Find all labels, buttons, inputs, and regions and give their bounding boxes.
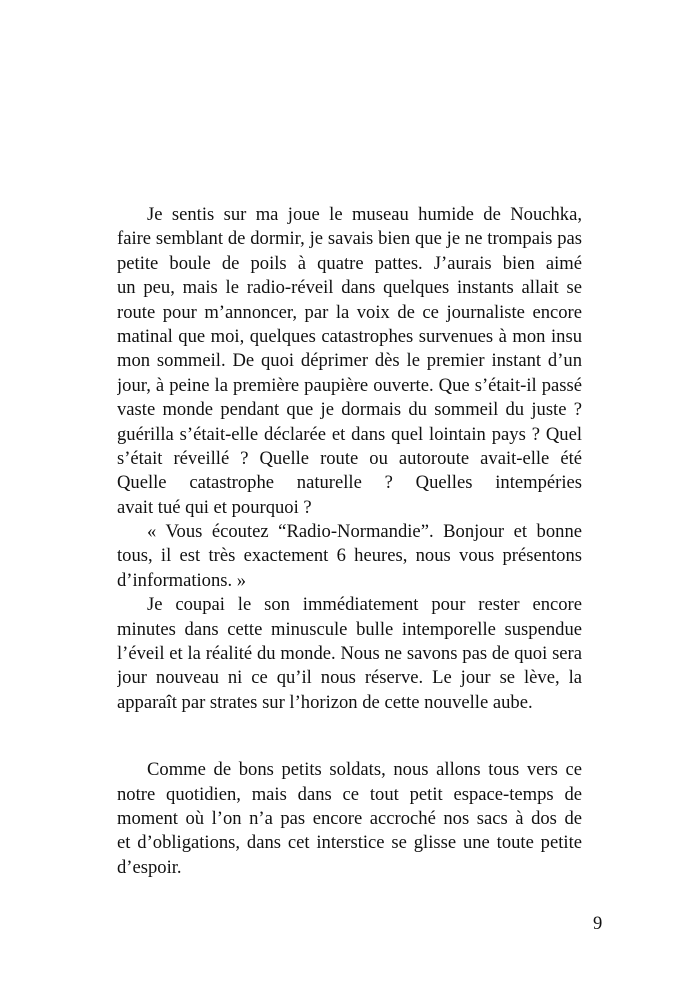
text-line: Comme de bons petits soldats, nous allons tous vers ce [147, 759, 582, 781]
text-line: minutes dans cette minuscule bulle intemporelle suspendue [117, 618, 582, 640]
text-line: mon sommeil. De quoi déprimer dès le premier instant d’un [117, 350, 582, 372]
text-line: l’éveil et la réalité du monde. Nous ne savons pas de quoi sera [117, 643, 582, 665]
text-line: « Vous écoutez “Radio-Normandie”. Bonjour et bonne [147, 521, 582, 543]
text-line: Je sentis sur ma joue le museau humide de Nouchka, [147, 204, 582, 225]
text-line: vaste monde pendant que je dormais du sommeil du juste ? [117, 399, 582, 421]
text-line: guérilla s’était-elle déclarée et dans quel lointain pays ? Quel [117, 423, 582, 445]
text-line: tous, il est très exactement 6 heures, nous vous présentons [117, 545, 582, 567]
text-line: un peu, mais le radio-réveil dans quelques instants allait se [117, 277, 582, 299]
text-line: avait tué qui et pourquoi ? [117, 496, 312, 518]
text-line: notre quotidien, mais dans ce tout petit espace-temps de [117, 783, 582, 805]
text-line: petite boule de poils à quatre pattes. J’aurais bien aimé [117, 252, 582, 274]
paragraph [117, 203, 582, 520]
text-line: apparaît par strates sur l’horizon de cette nouvelle aube. [117, 691, 533, 713]
text-line: Quelle catastrophe naturelle ? Quelles intempéries [117, 472, 582, 494]
paragraph [117, 520, 582, 593]
paragraph-gap [117, 715, 582, 758]
text-line: d’informations. » [117, 569, 247, 591]
text-line: et d’obligations, dans cet interstice se glisse une toute petite [117, 832, 582, 854]
text-line: moment où l’on n’a pas encore accroché nos sacs à dos de [117, 807, 582, 829]
text-line: Je coupai le son immédiatement pour rester encore [147, 594, 582, 616]
page-number: 9 [593, 913, 603, 934]
text-line: s’était réveillé ? Quelle route ou autoroute avait-elle été [117, 447, 582, 469]
text-line: jour nouveau ni ce qu’il nous réserve. Le jour se lève, la [117, 667, 582, 689]
text-line: matinal que moi, quelques catastrophes survenues à mon insu [117, 325, 582, 347]
paragraph [117, 593, 582, 715]
page-body [117, 203, 582, 880]
text-line: jour, à peine la première paupière ouverte. Que s’était-il passé [117, 374, 582, 396]
paragraph [117, 758, 582, 880]
text-line: d’espoir. [117, 856, 182, 878]
text-line: faire semblant de dormir, je savais bien que je ne trompais pas [117, 228, 582, 250]
text-line: route pour m’annoncer, par la voix de ce journaliste encore [117, 301, 582, 323]
